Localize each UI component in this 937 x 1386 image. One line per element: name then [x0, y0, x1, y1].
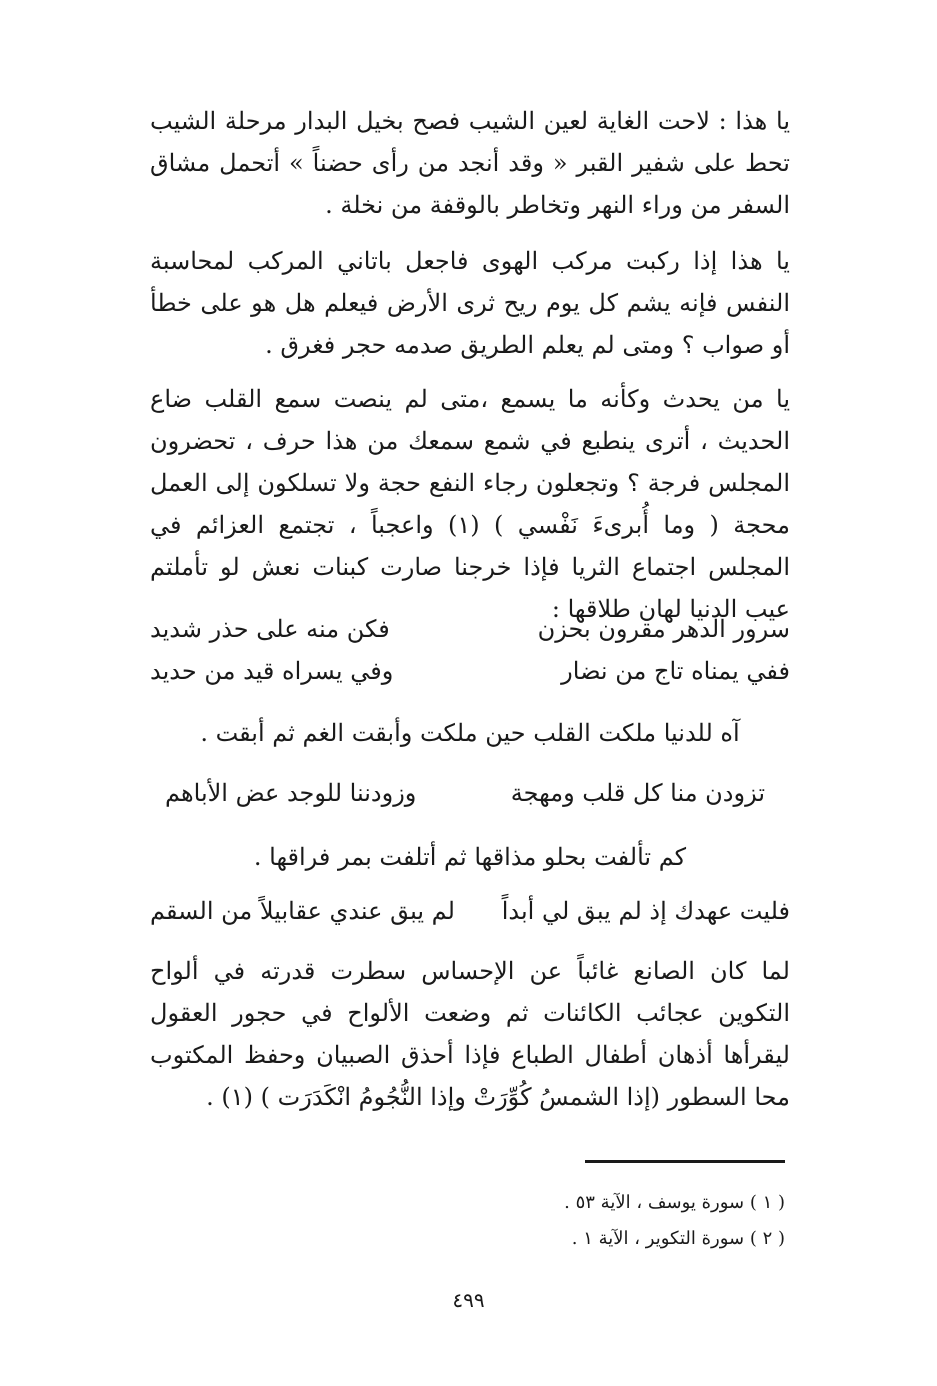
verse-hemistich-right: سرور الدهر مقرون بحزن	[537, 615, 790, 643]
verse-hemistich-right: تزودن منا كل قلب ومهجة	[510, 779, 765, 807]
verse-line	[150, 608, 790, 650]
paragraph-1	[150, 100, 790, 226]
prose-line-kam	[150, 836, 790, 878]
page-number: ٤٩٩	[452, 1288, 485, 1312]
footnote-divider	[585, 1160, 785, 1163]
paragraph-text: يا هذا إذا ركبت مركب الهوى فاجعل باتاني المركب لمحاسبة النفس فإنه يشم كل يوم ريح ثرى الأرض فيعلم هل هو على خطأ أو صواب ؟ ومتى لم يعلم الطريق صدمه حجر فغرق .	[150, 247, 790, 359]
verse-hemistich-left: وفي يسراه قيد من حديد	[150, 657, 394, 685]
verse-hemistich-left: لم يبق عندي عقابيلاً من السقم	[150, 897, 455, 925]
paragraph-text: يا هذا : لاحت الغاية لعين الشيب فصح بخيل البدار مرحلة الشيب تحط على شفير القبر « وقد أنجد من رأى حضناً » أتحمل مشاق السفر من وراء النهر وتخاطر بالوقفة من نخلة .	[150, 107, 790, 219]
verse-line	[165, 772, 765, 814]
verse-hemistich-right: فليت عهدك إذ لم يبق لي أبداً	[501, 897, 790, 925]
final-paragraph	[150, 950, 790, 1118]
paragraph-text: يا من يحدث وكأنه ما يسمع ،متى لم ينصت سمع القلب ضاع الحديث ، أترى ينطبع في شمع سمعك من هذا حرف ، تحضرون المجلس فرجة ؟ وتجعلون رجاء النفع حجة ولا تسلكون إلى العمل محجة ( وما أُبرىءَ نَفْسي ) (١) واعجباً ، تجتمع العزائم في المجلس اجتماع الثريا فإذا خرجنا صارت كبنات نعش لو تأملتم عيب الدنيا لهان طلاقها :	[150, 385, 791, 623]
verse-hemistich-right: ففي يمناه تاج من نضار	[561, 657, 790, 685]
paragraph-2	[150, 240, 790, 366]
paragraph-text: لما كان الصانع غائباً عن الإحساس سطرت قدرته في ألواح التكوين عجائب الكائنات ثم وضعت الألواح في حجور العقول ليقرأها أذهان أطفال الطباع فإذا أحذق الصبيان وحفظ المكتوب محا السطور (إذا الشمسُ كُوِّرَتْ وإذا النُّجُومُ انْكَدَرَت ) (١) .	[150, 957, 790, 1111]
footnotes	[450, 1185, 785, 1257]
verse-line	[150, 890, 790, 932]
verse-hemistich-left: وزودننا للوجد عض الأباهم	[165, 779, 417, 807]
footnote: ( ١ ) سورة يوسف ، الآية ٥٣ .	[564, 1192, 785, 1213]
line-text: كم تألفت بحلو مذاقها ثم أتلفت بمر فراقها .	[253, 843, 687, 871]
footnote: ( ٢ ) سورة التكوير ، الآية ١ .	[571, 1228, 785, 1249]
line-text: آه للدنيا ملكت القلب حين ملكت وأبقت الغم ثم أبقت .	[200, 719, 740, 747]
prose-line-ah	[150, 712, 790, 754]
verse-hemistich-left: فكن منه على حذر شديد	[150, 615, 390, 643]
paragraph-3	[150, 378, 790, 630]
verse-line	[150, 650, 790, 692]
